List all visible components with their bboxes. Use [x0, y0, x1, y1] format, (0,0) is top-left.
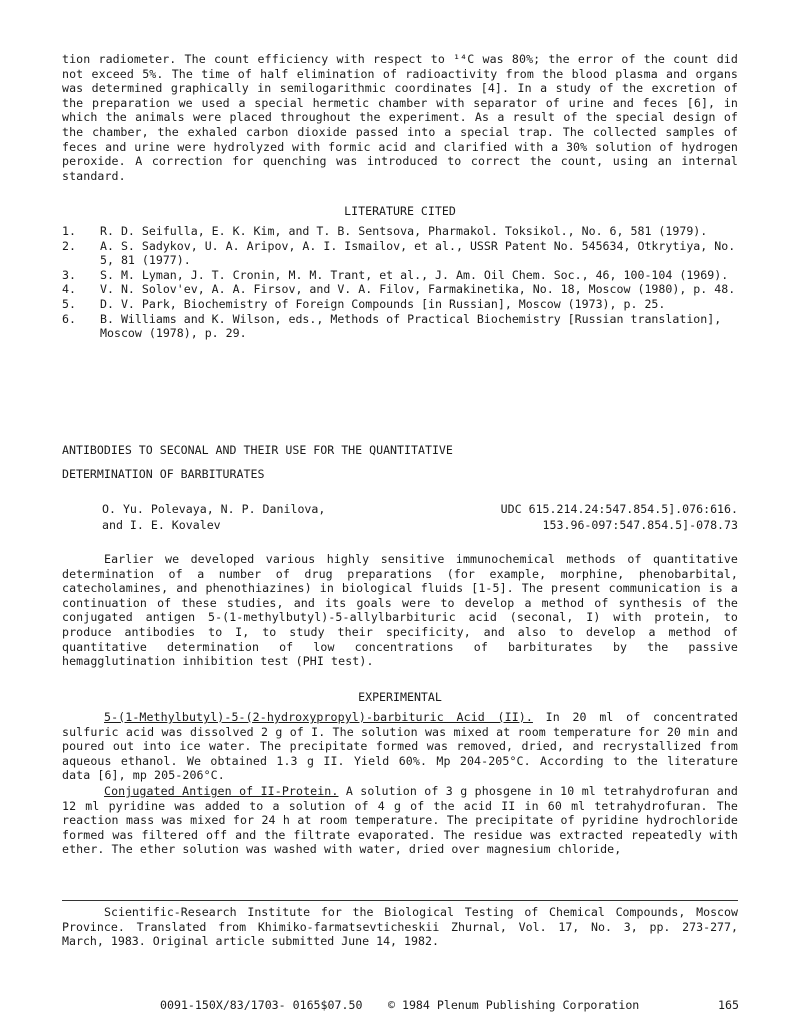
udc-code: [501, 501, 738, 533]
section-2-paragraph: [62, 784, 738, 857]
intro-paragraph: Earlier we developed various highly sensitive immunochemical methods of quantitative determination of a number of drug preparations (for example, morphine, phenobarbital, catecholamines, and phenothiazines) in biological fluids [1-5]. The present communication is a continuation of these studies, and its goals were to develop a method of synthesis of the conjugated antigen 5-(1-methylbutyl)-5-allylbarbituric acid (seconal, I) with protein, to produce antibodies to I, to study their specificity, and also to develop a method of quantitative determination of low concentrations of barbiturates by the passive hemagglutination inhibition test (PHI test).: [62, 552, 738, 669]
article-title-line-1: ANTIBODIES TO SECONAL AND THEIR USE FOR THE QUANTITATIVE: [62, 443, 453, 457]
continued-paragraph: tion radiometer. The count efficiency with respect to ¹⁴C was 80%; the error of the count did not exceed 5%. The time of half elimination of radioactivity from the blood plasma and organs was determined graphically in semilogarithmic coordinates [4]. In a study of the excretion of the preparation we used a special hermetic chamber with separator of urine and feces [6], in which the animals were placed throughout the experiment. As a result of the special design of the chamber, the exhaled carbon dioxide passed into a special trap. The collected samples of feces and urine were hydrolyzed with formic acid and clarified with a 30% solution of hydrogen peroxide. A correction for quenching was introduced to correct the count, using an internal standard.: [62, 52, 738, 183]
section-2-heading: Conjugated Antigen of II-Protein.: [104, 784, 339, 798]
copyright: © 1984 Plenum Publishing Corporation: [388, 998, 640, 1012]
reference-number: 4.: [62, 282, 76, 297]
reference-text: V. N. Solov'ev, A. A. Firsov, and V. A. Filov, Farmakinetika, No. 18, Moscow (1980), p. 48.: [100, 282, 736, 297]
reference-item: [62, 282, 738, 297]
authors-line-1: O. Yu. Polevaya, N. P. Danilova,: [102, 502, 326, 516]
reference-number: 2.: [62, 238, 76, 253]
udc-line-2: 153.96-097:547.854.5]-078.73: [542, 518, 738, 532]
reference-item: [62, 224, 738, 239]
reference-number: 6.: [62, 311, 76, 326]
article-title-line-2: DETERMINATION OF BARBITURATES: [62, 467, 265, 481]
footnote: Scientific-Research Institute for the Biological Testing of Chemical Compounds, Moscow Province. Translated from Khimiko-farmatsevticheskii Zhurnal, Vol. 17, No. 3, pp. 273-277, March, 1983. Original article submitted June 14, 1982.: [62, 905, 738, 949]
literature-heading: LITERATURE CITED: [344, 204, 456, 218]
reference-item: [62, 297, 738, 312]
reference-number: 3.: [62, 267, 76, 282]
reference-text: A. S. Sadykov, U. A. Aripov, A. I. Ismailov, et al., USSR Patent No. 545634, Otkrytiya, No. 5, 81 (1977).: [100, 238, 736, 268]
reference-number: 5.: [62, 296, 76, 311]
reference-number: 1.: [62, 224, 76, 238]
page-number: 165: [718, 998, 739, 1012]
reference-text: S. M. Lyman, J. T. Cronin, M. M. Trant, et al., J. Am. Oil Chem. Soc., 46, 100-104 (1969).: [100, 267, 729, 282]
section-2-text: A solution of 3 g phosgene in 10 ml tetrahydrofuran and 12 ml pyridine was added to a solution of 4 g of the acid II in 60 ml tetrahydrofuran. The reaction mass was mixed for 24 h at room temperature. The precipitate of pyridine hydrochloride formed was filtered off and the filtrate evaporated. The residue was extracted repeatedly with ether. The ether solution was washed with water, dried over magnesium chloride,: [62, 784, 739, 857]
footnote-rule: [62, 900, 738, 901]
reference-text: D. V. Park, Biochemistry of Foreign Compounds [in Russian], Moscow (1973), p. 25.: [100, 296, 666, 311]
reference-text: R. D. Seifulla, E. K. Kim, and T. B. Sentsova, Pharmakol. Toksikol., No. 6, 581 (1979).: [100, 224, 708, 238]
authors-line-2: and I. E. Kovalev: [102, 518, 221, 532]
section-1-text: In 20 ml of concentrated sulfuric acid was dissolved 2 g of I. The solution was mixed at room temperature for 20 min and poured out into ice water. The precipitate formed was removed, dried, and recrystallized from aqueous ethanol. We obtained 1.3 g II. Yield 60%. Mp 204-205°C. According to the literature data [6], mp 205-206°C.: [62, 710, 738, 783]
reference-item: [62, 312, 738, 341]
experimental-heading: EXPERIMENTAL: [358, 690, 442, 704]
udc-line-1: UDC 615.214.24:547.854.5].076:616.: [500, 502, 738, 516]
reference-item: [62, 239, 738, 268]
code-line: 0091-150X/83/1703- 0165$07.50: [160, 998, 363, 1012]
reference-item: [62, 268, 738, 283]
section-1-paragraph: [62, 710, 738, 783]
authors: [102, 501, 325, 533]
references-list: [62, 224, 738, 341]
section-1-heading: 5-(1-Methylbutyl)-5-(2-hydroxypropyl)-barbituric Acid (II).: [104, 710, 533, 724]
reference-text: B. Williams and K. Wilson, eds., Methods of Practical Biochemistry [Russian translation], Moscow (1978), p. 29.: [100, 311, 722, 341]
